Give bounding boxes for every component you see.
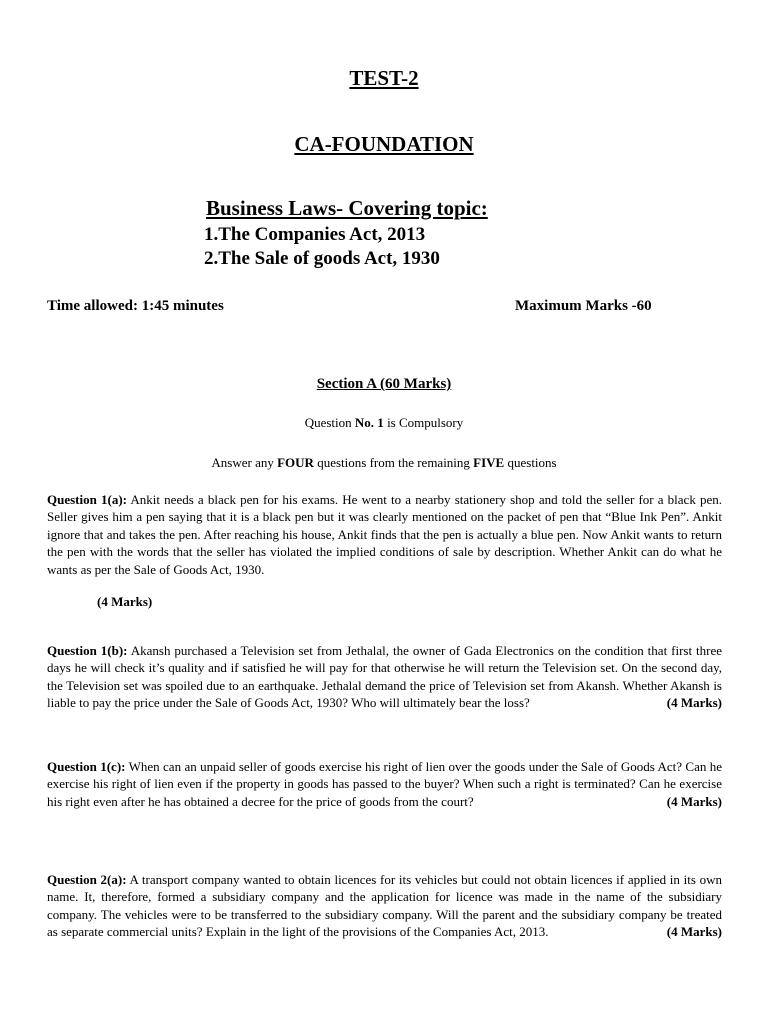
question-text: When can an unpaid seller of goods exercise his right of lien over the goods under the Sale of Goods Act? Can he exercise his right of lien even if the property in goods has passed to the buyer? When such a right is terminated? Can he exercise his right even after he has obtained a decree for the price of goods from the court? [47,759,722,809]
section-title: Section A (60 Marks) [316,376,452,392]
compulsory-instruction: Question No. 1 is Compulsory [304,415,464,430]
question-text: Akansh purchased a Television set from Jethalal, the owner of Gada Electronics on the condition that first three days he will check it’s quality and if satisfied he will pay for that otherwise he will return the Television set. On the second day, the Television set was spoiled due to an earthquake. Jethalal demand the price of Television set from Akansh. Whether Akansh is liable to pay the price under the Sale of Goods Act, 1930? Who will ultimately bear the loss? [47,643,722,711]
question-label: Question 1(c): [47,759,126,774]
question-label: Question 2(a): [47,872,127,887]
test-title: TEST-2 [349,66,419,90]
topic-item: 2.The Sale of goods Act, 1930 [204,248,440,269]
question-2a [47,871,722,941]
question-text: Ankit needs a black pen for his exams. He went to a nearby stationery shop and told the seller for a black pen. Seller gives him a pen saying that it is a black pen but it was clearly mentioned on the packet of pen that “Blue Ink Pen”. Ankit ignore that and takes the pen. After reaching his house, Ankit finds that the pen is actually a blue pen. Now Ankit wants to return the pen with the words that the seller has violated the implied conditions of sale by description. Whether Ankit can do what he wants as per the Sale of Goods Act, 1930. [47,492,722,577]
question-label: Question 1(b): [47,643,128,658]
question-label: Question 1(a): [47,492,127,507]
time-allowed: Time allowed: 1:45 minutes [47,298,224,314]
maximum-marks: Maximum Marks -60 [515,298,652,314]
question-1a [47,491,722,578]
question-1c [47,758,722,810]
course-title: CA-FOUNDATION [294,132,474,156]
question-marks: (4 Marks) [666,695,722,711]
topic-item: 1.The Companies Act, 2013 [204,224,426,245]
subject-heading: Business Laws- Covering topic: [206,196,488,220]
question-marks: (4 Marks) [666,924,722,940]
question-1b [47,642,722,712]
question-marks: (4 Marks) [97,594,153,609]
choice-instruction: Answer any FOUR questions from the remaining FIVE questions [211,455,557,470]
question-text: A transport company wanted to obtain licences for its vehicles but could not obtain licences if applied in its own name. It, therefore, formed a subsidiary company and the application for licence was made in the name of the subsidiary company. The vehicles were to be transferred to the subsidiary company. Will the parent and the subsidiary company be treated as separate commercial units? Explain in the light of the provisions of the Companies Act, 2013. [47,872,722,940]
question-marks: (4 Marks) [666,793,722,809]
